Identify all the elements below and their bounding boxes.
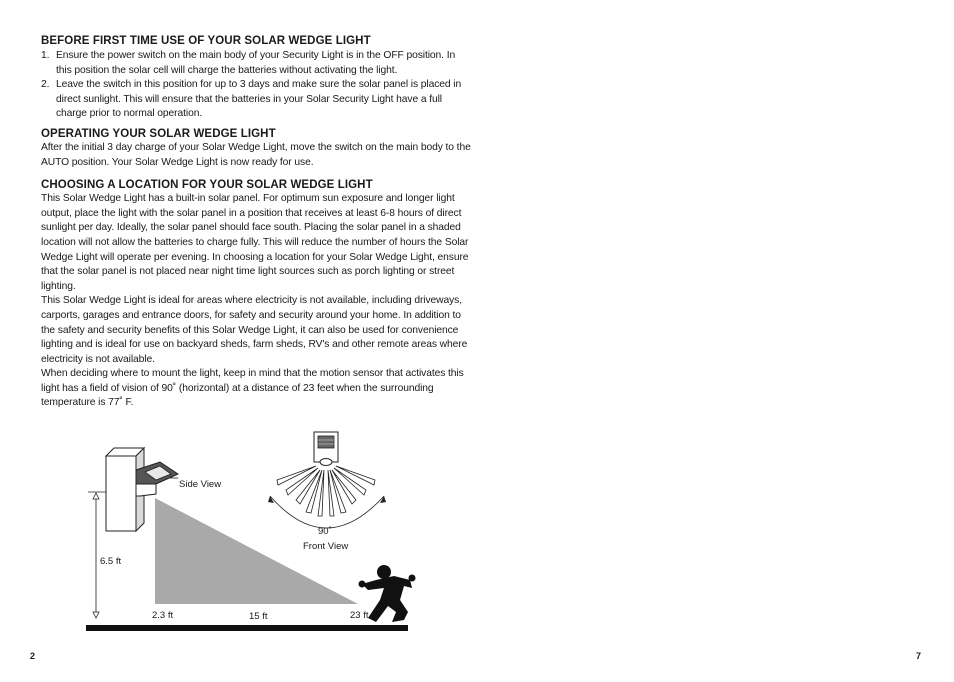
location-paragraph-1: This Solar Wedge Light has a built-in solar panel. For optimum sun exposure and longer light output, place the light with the solar panel in a position that receives at least 6-8 hours of direct sunlight per day. Ideally, the solar panel should face south. Placing the solar panel in a shaded location will not allow the batteries to charge fully. This will reduce the number of hours the Solar Wedge Light will operate per evening. In choosing a location for your Solar Wedge Light, ensure that the solar panel is not placed near night time light sources such as porch lighting or street lighting. [41,193,469,292]
front-view-label: Front View [303,541,349,552]
height-label: 6.5 ft [100,556,122,567]
list-text: Leave the switch in this position for up to 3 days and make sure the solar panel is placed in direct sunlight. This will ensure that the batteries in your Solar Security Light have a full charge prior to normal operation. [56,79,462,120]
field-of-view-arc [270,496,384,528]
list-text: Ensure the power switch on the main body of your Security Light is in the OFF position. In this position the solar cell will charge the batteries without activating the light. [56,50,456,76]
list-number: 1. [41,50,50,61]
page-number-left: 2 [30,651,36,661]
angle-label: 90˚ [318,526,332,537]
location-paragraph-3: When deciding where to mount the light, keep in mind that the motion sensor that activates this light has a field of vision of 90˚ (horizontal) at a distance of 23 feet when the surrounding temperature is 77˚ F. [41,368,464,409]
side-view-label: Side View [179,479,222,490]
mid-distance-label: 15 ft [249,611,268,622]
ground-line [86,625,408,631]
heading-before-first-use: BEFORE FIRST TIME USE OF YOUR SOLAR WEDGE LIGHT [41,35,371,47]
list-number: 2. [41,79,50,91]
page-number-right: 7 [916,651,922,661]
sensor-fan-rays [277,466,375,516]
light-front-view-icon [314,432,338,466]
height-dimension [88,492,106,618]
heading-operating: OPERATING YOUR SOLAR WEDGE LIGHT [41,127,276,140]
far-distance-label: 23 ft [350,610,369,621]
heading-choosing-location: CHOOSING A LOCATION FOR YOUR SOLAR WEDGE LIGHT [41,179,373,192]
location-paragraph-2: This Solar Wedge Light is ideal for areas where electricity is not available, including driveways, carports, garages and entrance doors, for safety and security around your home. In addition to the safety and security benefits of this Solar Wedge Light, it can also be used for convenience lighting and is ideal for use on backyard sheds, farm sheds, RV's and other remote areas where electricity is not available. [41,295,468,365]
near-distance-label: 2.3 ft [152,610,174,621]
operating-paragraph: After the initial 3 day charge of your Solar Wedge Light, move the switch on the main body to the AUTO position. Your Solar Wedge Light is now ready for use. [41,141,471,168]
